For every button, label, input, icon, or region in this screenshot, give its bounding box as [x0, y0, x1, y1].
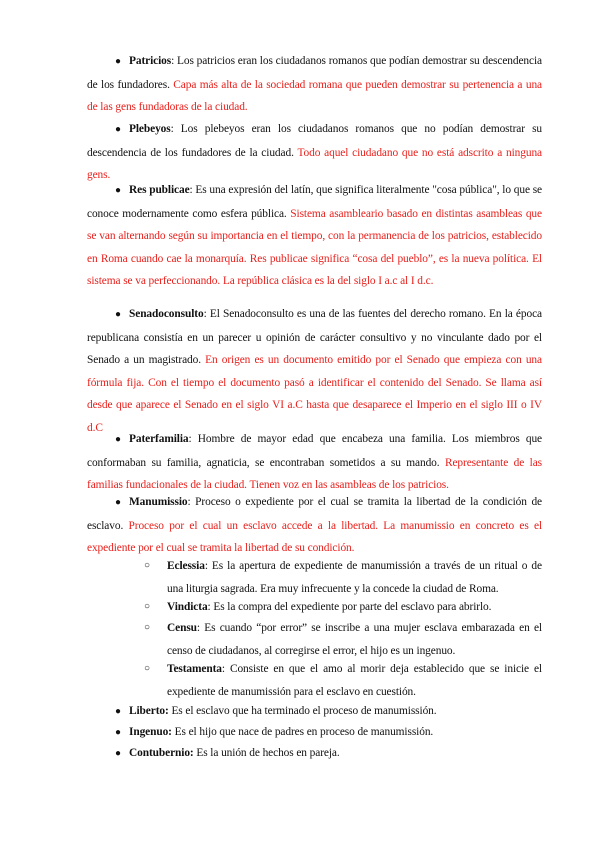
list-item-liberto — [115, 700, 542, 724]
list-item-res-publicae — [87, 179, 542, 293]
definition: : Consiste en que el amo al morir deja establecido que se inicie el expediente de manumissión para el esclavo en cuestión. — [167, 663, 542, 698]
term: Testamenta — [167, 663, 222, 675]
definition: : Es una expresión del latín, que significa literalmente "cosa pública", lo que se conoce modernamente como esfera pública. — [87, 184, 542, 220]
term: Contubernio: — [129, 747, 194, 759]
term: Manumissio — [129, 496, 188, 508]
list-item-contubernio — [115, 742, 542, 766]
bullet-icon: ● — [115, 748, 121, 759]
annotation: Sistema asambleario basado en distintas asambleas que se van alternando según su importancia en el tiempo, con la permanencia de los patricios, establecido en Roma cuando cae la monarquía. Res publicae significa “cosa del pueblo”, es la nueva política. El sistema se va perfeccionando. La república clásica es la del siglo I a.c al I d.c. — [87, 207, 542, 287]
definition: : Proceso o expediente por el cual se tramita la libertad de la condición de esclavo. — [87, 496, 542, 532]
sub-item-testamenta — [144, 658, 542, 703]
term: Ingenuo: — [129, 726, 172, 738]
term: Res publicae — [129, 184, 190, 196]
annotation: En origen es un documento emitido por el Senado que empieza con una fórmula fija. Con el tiempo el documento pasó a identificar el contenido del Senado. Se llama así desde que aparece el Senado en el siglo VI a.C hasta que desaparece el Imperio en el siglo III o IV d.C — [87, 354, 542, 434]
bullet-icon: ● — [115, 706, 121, 717]
definition: : Hombre de mayor edad que encabeza una familia. Los miembros que conformaban su familia, agnaticia, se encontraban sometidos a su mando. — [87, 433, 542, 469]
term: Liberto: — [129, 705, 169, 717]
definition: : El Senadoconsulto es una de las fuentes del derecho romano. En la época republicana consistía en un parecer u opinión de carácter consultivo y no vinculante dado por el Senado a un magistrado. — [87, 308, 542, 366]
circle-bullet-icon: ○ — [144, 560, 150, 571]
annotation: Capa más alta de la sociedad romana que pueden demostrar su pertenencia a una de las gens fundadoras de la ciudad. — [87, 78, 542, 113]
annotation: Proceso por el cual un esclavo accede a la libertad. La manumissio en concreto es el expediente por el cual se tramita la libertad de su condición. — [87, 519, 542, 554]
definition: : Es la compra del expediente por parte del esclavo para abrirlo. — [207, 601, 492, 613]
circle-bullet-icon: ○ — [144, 663, 150, 674]
sub-item-vindicta — [144, 596, 542, 619]
definition: : Es la apertura de expediente de manumissión a través de un ritual o de una liturgia sagrada. Era muy infrecuente y la concede la ciudad de Roma. — [167, 560, 542, 595]
list-item-senadoconsulto — [87, 303, 542, 439]
bullet-icon: ● — [115, 56, 121, 67]
list-item-patricios — [87, 50, 542, 119]
definition: Es la unión de hechos en pareja. — [193, 747, 340, 759]
definition: Es el esclavo que ha terminado el proceso de manumissión. — [168, 705, 437, 717]
circle-bullet-icon: ○ — [144, 622, 150, 633]
bullet-icon: ● — [115, 124, 121, 135]
sub-item-eclessia — [144, 555, 542, 600]
annotation: Representante de las familias fundacionales de la ciudad. Tienen voz en las asambleas de los patricios. — [87, 456, 542, 491]
term: Plebeyos — [129, 123, 171, 135]
term: Senadoconsulto — [129, 308, 204, 320]
definition: : Los patricios eran los ciudadanos romanos que podían demostrar su descendencia de los fundadores. — [87, 55, 542, 91]
list-item-paterfamilia — [87, 428, 542, 497]
term: Eclessia — [167, 560, 205, 572]
bullet-icon: ● — [115, 727, 121, 738]
term: Vindicta — [167, 601, 208, 613]
definition: Es el hijo que nace de padres en proceso de manumissión. — [171, 726, 434, 738]
annotation: Todo aquel ciudadano que no está adscrito a ninguna gens. — [87, 146, 542, 181]
bullet-icon: ● — [115, 309, 121, 320]
list-item-ingenuo — [115, 721, 542, 745]
term: Patricios — [129, 55, 172, 67]
bullet-icon: ● — [115, 185, 121, 196]
circle-bullet-icon: ○ — [144, 601, 150, 612]
sub-item-censu — [144, 617, 542, 662]
definition: : Los plebeyos eran los ciudadanos romanos que no podían demostrar su descendencia de los fundadores de la ciudad. — [87, 123, 542, 159]
term: Censu — [167, 622, 197, 634]
list-item-plebeyos — [87, 118, 542, 187]
bullet-icon: ● — [115, 434, 121, 445]
definition: : Es cuando “por error” se inscribe a una mujer esclava embarazada en el censo de ciudadanos, al corregirse el error, el hijo es un ingenuo. — [167, 622, 542, 657]
list-item-manumissio — [87, 491, 542, 560]
bullet-icon: ● — [115, 497, 121, 508]
term: Paterfamilia — [129, 433, 189, 445]
